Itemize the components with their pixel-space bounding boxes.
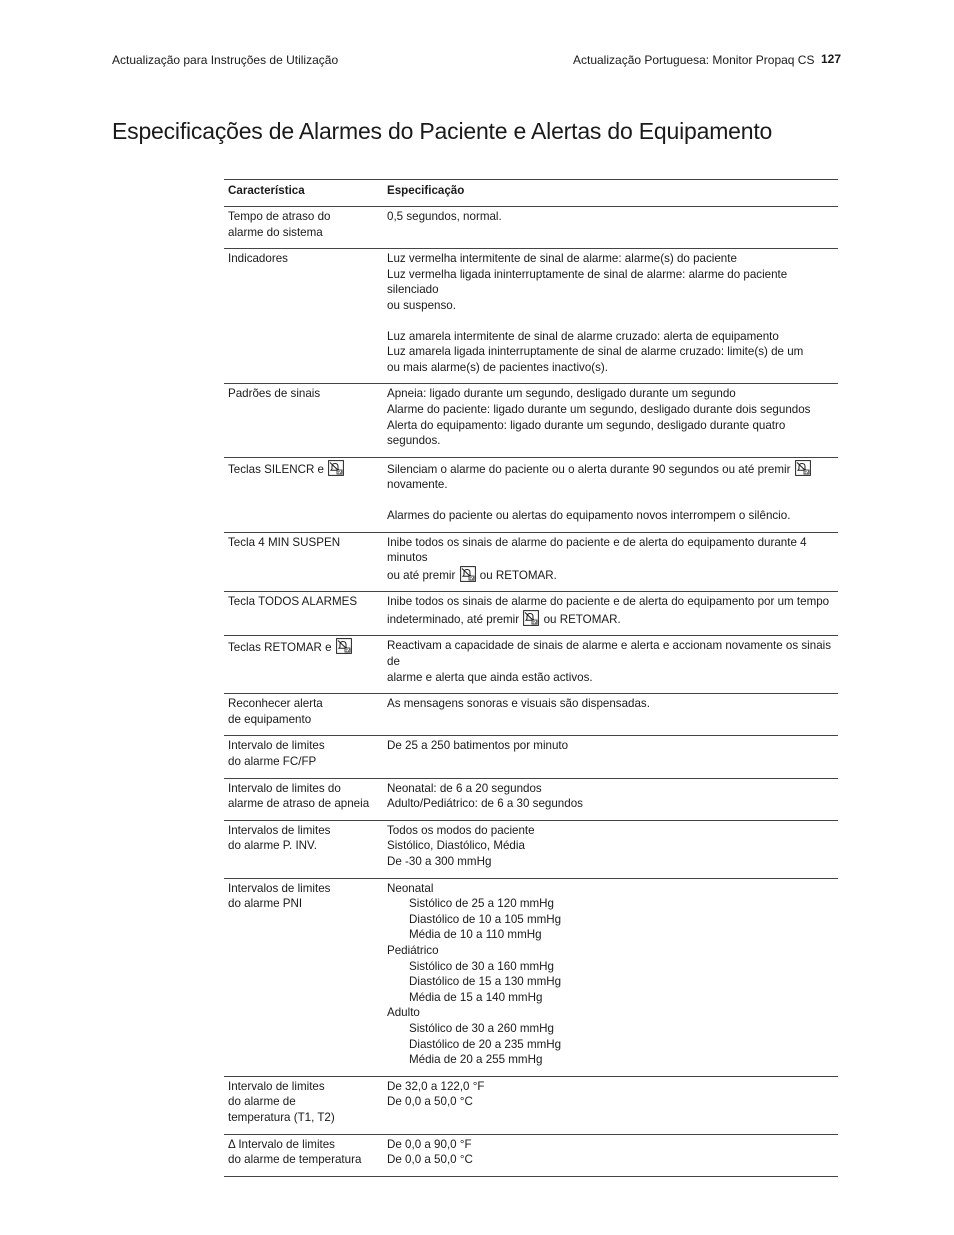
characteristic-cell	[224, 694, 383, 736]
column-header-specification: Especificação	[383, 180, 838, 207]
specification-cell	[383, 592, 838, 636]
table-header-row	[224, 180, 838, 207]
cell-text: Adulto/Pediátrico: de 6 a 30 segundos	[387, 797, 583, 811]
characteristic-cell	[224, 532, 383, 592]
cell-text: De -30 a 300 mmHg	[387, 855, 492, 868]
cell-text: ou até premir	[387, 568, 456, 582]
table-row	[224, 592, 838, 636]
characteristic-cell	[224, 1134, 383, 1176]
cell-text: Δ Intervalo de limites	[228, 1137, 335, 1151]
characteristic-cell	[224, 249, 383, 384]
cell-text: De 0,0 a 50,0 °C	[387, 1153, 473, 1167]
cell-text: do alarme PNI	[228, 897, 303, 911]
alarm-silence-key-icon	[523, 610, 539, 626]
specification-cell	[383, 207, 838, 249]
cell-text: Todos os modos do paciente	[387, 823, 535, 837]
cell-text: alarme de atraso de apneia	[228, 797, 370, 811]
cell-text: Alarme do paciente: ligado durante um segundo, desligado durante dois segundos	[387, 402, 811, 416]
group-label: Pediátrico	[387, 943, 439, 957]
cell-text: Luz vermelha ligada ininterruptamente de sinal de alarme: alarme do paciente silenciado	[387, 267, 788, 297]
table-row	[224, 384, 838, 457]
cell-text: do alarme de	[228, 1095, 296, 1109]
specification-cell	[383, 820, 838, 878]
characteristic-cell	[224, 820, 383, 878]
specifications-table	[224, 179, 838, 1177]
cell-text: do alarme de temperatura	[228, 1153, 362, 1167]
cell-text: Média de 10 a 110 mmHg	[409, 928, 542, 942]
cell-text: Neonatal: de 6 a 20 segundos	[387, 781, 542, 795]
cell-text: Teclas RETOMAR e	[228, 641, 332, 655]
table-row	[224, 207, 838, 249]
cell-text: Diastólico de 20 a 235 mmHg	[409, 1037, 562, 1051]
table-row	[224, 1076, 838, 1134]
table-row	[224, 249, 838, 384]
table-row	[224, 636, 838, 694]
cell-text: Teclas SILENCR e	[228, 462, 325, 476]
cell-text: Intervalo de limites	[228, 739, 325, 753]
cell-text: Tecla TODOS ALARMES	[228, 595, 358, 609]
alarm-silence-key-icon	[795, 460, 811, 476]
cell-text: Média de 20 a 255 mmHg	[409, 1053, 543, 1067]
characteristic-cell	[224, 878, 383, 1076]
specification-cell	[383, 878, 838, 1076]
cell-text: ou RETOMAR.	[479, 568, 557, 582]
cell-text: ou mais alarme(s) de pacientes inactivo(s).	[387, 360, 609, 374]
characteristic-cell	[224, 778, 383, 820]
cell-text: Sistólico de 30 a 260 mmHg	[409, 1021, 554, 1035]
group-label: Adulto	[387, 1006, 420, 1020]
cell-text: Silenciam o alarme do paciente ou o alerta durante 90 segundos ou até premir	[387, 462, 791, 476]
cell-text: Luz amarela ligada ininterruptamente de sinal de alarme cruzado: limite(s) de um	[387, 345, 804, 359]
cell-text: ou RETOMAR.	[543, 612, 621, 626]
cell-text: Intervalo de limites do	[228, 781, 341, 795]
cell-text: Alerta do equipamento: ligado durante um segundo, desligado durante quatro segundos.	[387, 418, 786, 448]
specification-cell	[383, 249, 838, 384]
cell-text: Sistólico de 30 a 160 mmHg	[409, 959, 554, 973]
cell-text: Intervalos de limites	[228, 823, 331, 837]
specification-cell	[383, 457, 838, 532]
cell-text: 0,5 segundos, normal.	[387, 210, 502, 223]
cell-text: Tempo de atraso do	[228, 210, 331, 223]
cell-line	[387, 460, 834, 478]
characteristic-cell	[224, 1076, 383, 1134]
cell-text: De 0,0 a 90,0 °F	[387, 1137, 472, 1151]
cell-text: Diastólico de 10 a 105 mmHg	[409, 912, 562, 926]
cell-text: De 0,0 a 50,0 °C	[387, 1095, 473, 1109]
column-header-characteristic: Característica	[224, 180, 383, 207]
cell-text: Sistólico de 25 a 120 mmHg	[409, 897, 554, 911]
cell-text: Intervalo de limites	[228, 1079, 325, 1093]
cell-text: As mensagens sonoras e visuais são dispensadas.	[387, 697, 650, 711]
characteristic-cell	[224, 736, 383, 778]
cell-text: Reactivam a capacidade de sinais de alarme e alerta e accionam novamente os sinais de	[387, 639, 832, 669]
specification-cell	[383, 694, 838, 736]
running-header-left: Actualização para Instruções de Utilização	[112, 53, 339, 67]
alarm-silence-key-icon	[328, 460, 344, 476]
table-row	[224, 1134, 838, 1176]
table-row	[224, 736, 838, 778]
cell-text: Intervalos de limites	[228, 881, 331, 895]
cell-text: Diastólico de 15 a 130 mmHg	[409, 975, 562, 989]
cell-text: de equipamento	[228, 712, 312, 726]
cell-text: Reconhecer alerta	[228, 697, 323, 711]
spacer	[387, 493, 834, 508]
table-row	[224, 820, 838, 878]
table-row	[224, 878, 838, 1076]
specification-cell	[383, 1134, 838, 1176]
table-row	[224, 694, 838, 736]
page-number: 127	[821, 52, 842, 66]
specification-cell	[383, 778, 838, 820]
page-title: Especificações de Alarmes do Paciente e Alertas do Equipamento	[112, 118, 773, 144]
cell-text: Sistólico, Diastólico, Média	[387, 839, 525, 853]
specification-cell	[383, 532, 838, 592]
table-row	[224, 457, 838, 532]
cell-text: De 32,0 a 122,0 °F	[387, 1079, 485, 1093]
alarm-silence-key-icon	[460, 566, 476, 582]
cell-line	[387, 610, 834, 628]
cell-text: novamente.	[387, 478, 448, 492]
cell-text: Apneia: ligado durante um segundo, desligado durante um segundo	[387, 387, 736, 401]
cell-text: Média de 15 a 140 mmHg	[409, 990, 543, 1004]
cell-text: Padrões de sinais	[228, 387, 321, 401]
table-row	[224, 532, 838, 592]
cell-text: ou suspenso.	[387, 298, 456, 312]
cell-line	[387, 566, 834, 584]
cell-text: Indicadores	[228, 252, 288, 266]
specification-cell	[383, 636, 838, 694]
cell-text: do alarme FC/FP	[228, 755, 317, 769]
characteristic-cell	[224, 207, 383, 249]
specification-cell	[383, 1076, 838, 1134]
characteristic-cell	[224, 384, 383, 457]
cell-text: Luz vermelha intermitente de sinal de alarme: alarme(s) do paciente	[387, 252, 737, 266]
table-row	[224, 778, 838, 820]
alarm-silence-key-icon	[336, 638, 352, 654]
cell-text: Inibe todos os sinais de alarme do paciente e de alerta do equipamento durante 4 minutos	[387, 535, 807, 565]
characteristic-cell	[224, 592, 383, 636]
specification-cell	[383, 736, 838, 778]
cell-text: alarme e alerta que ainda estão activos.	[387, 670, 593, 684]
cell-text: do alarme P. INV.	[228, 839, 317, 853]
running-header-right: Actualização Portuguesa: Monitor Propaq CS	[573, 53, 815, 67]
specification-cell	[383, 384, 838, 457]
cell-text: alarme do sistema	[228, 225, 323, 239]
cell-text: Tecla 4 MIN SUSPEN	[228, 535, 341, 549]
cell-text: Luz amarela intermitente de sinal de alarme cruzado: alerta de equipamento	[387, 329, 779, 343]
cell-text: Alarmes do paciente ou alertas do equipamento novos interrompem o silêncio.	[387, 508, 791, 522]
characteristic-cell	[224, 636, 383, 694]
cell-text: indeterminado, até premir	[387, 612, 520, 626]
cell-text: Inibe todos os sinais de alarme do paciente e de alerta do equipamento por um tempo	[387, 595, 830, 609]
group-label: Neonatal	[387, 881, 434, 895]
cell-text: temperatura (T1, T2)	[228, 1110, 335, 1124]
cell-text: De 25 a 250 batimentos por minuto	[387, 739, 569, 753]
characteristic-cell	[224, 457, 383, 532]
spacer	[387, 314, 834, 329]
